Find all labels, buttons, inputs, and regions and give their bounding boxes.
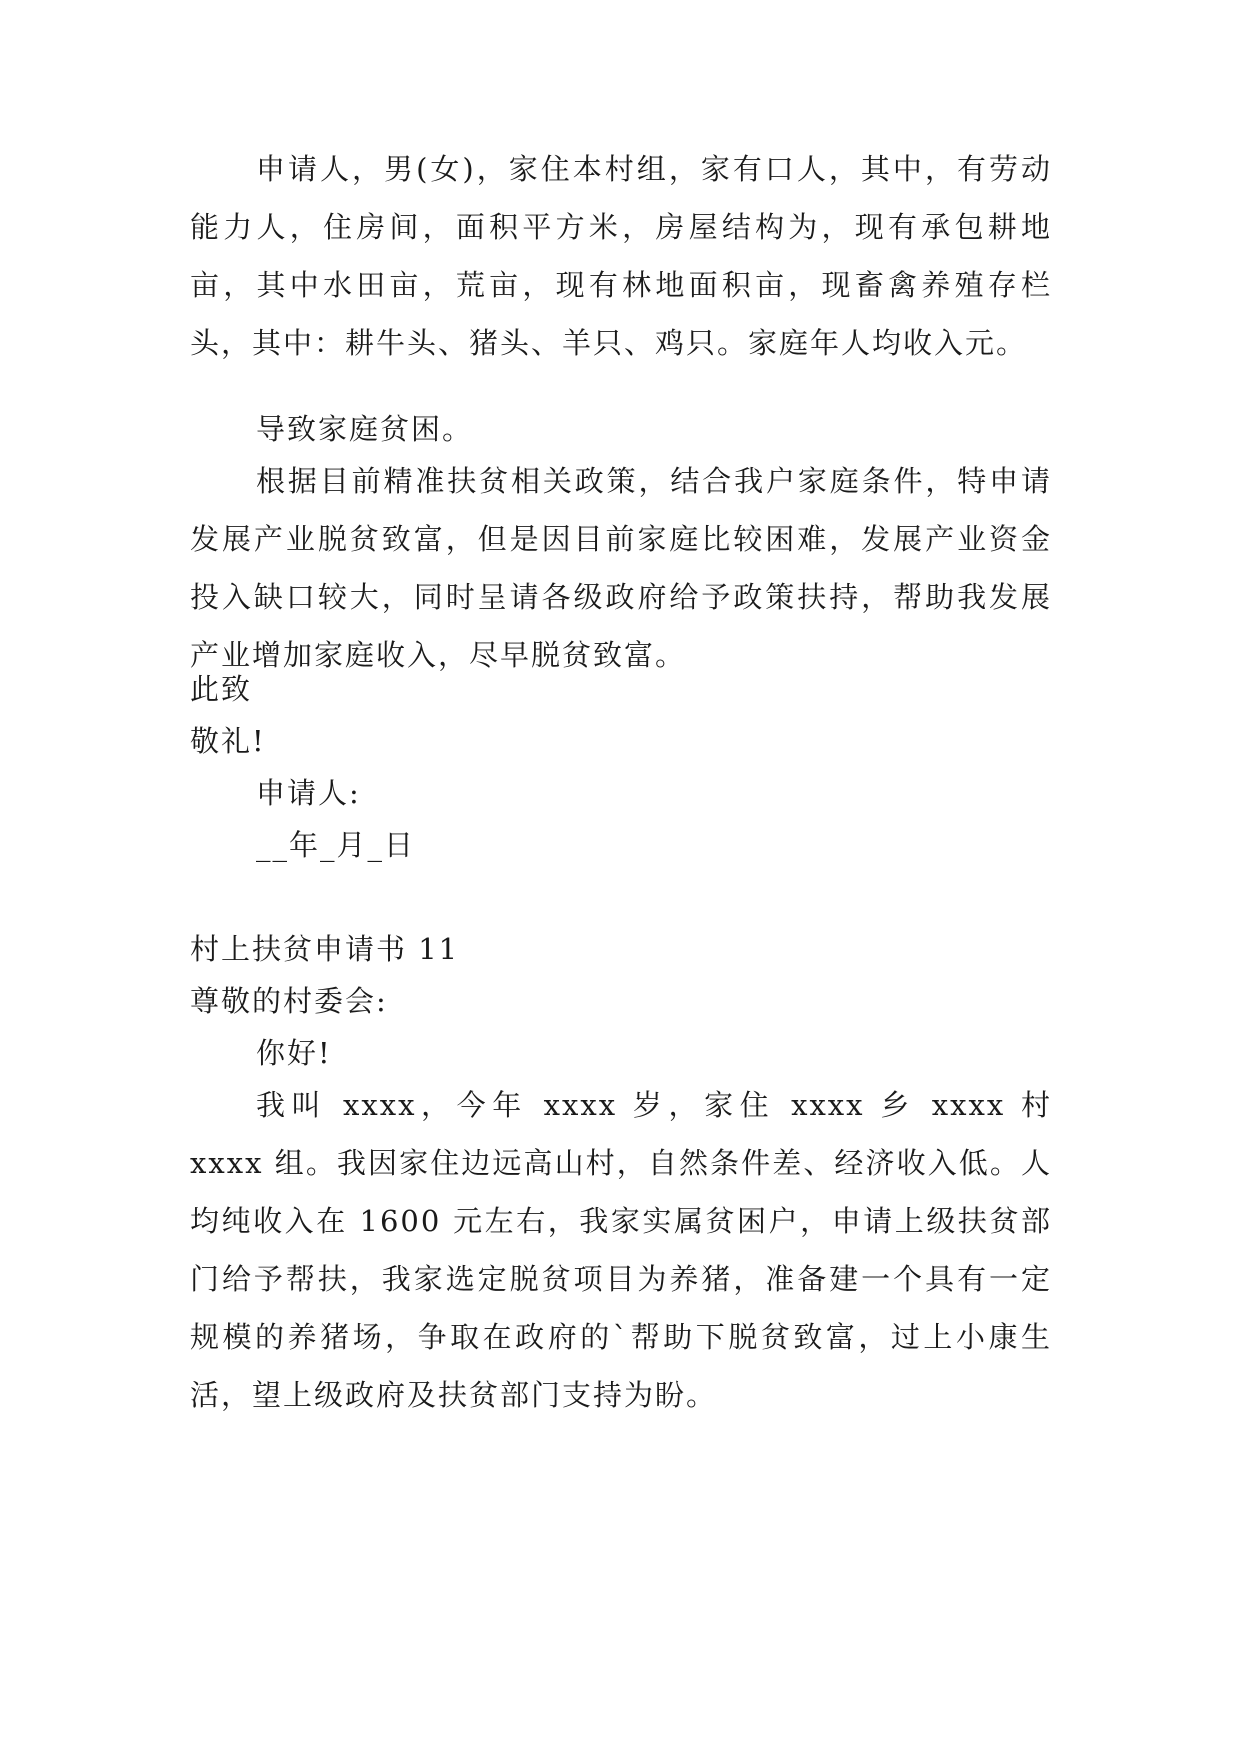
salutation: 尊敬的村委会: [190, 984, 388, 1018]
application-body-paragraph: 我叫 xxxx，今年 xxxx 岁，家住 xxxx 乡 xxxx 村 xxxx 组。我因家住边远高山村，自然条件差、经济收入低。人均纯收入在 1600 元左右，我家实属贫困户，申请上级扶贫部门给予帮扶，我家选定脱贫项目为养猪，准备建一个具有一定规模的养猪场，争取在政府的`帮助下脱贫致富，过上小康生活，望上级政府及扶贫部门支持为盼。 [190, 1088, 1052, 1412]
closing-line-2: 敬礼! [190, 724, 266, 758]
closing-line-1: 此致 [190, 672, 253, 706]
date-line: __年_月_日 [256, 828, 416, 862]
greeting: 你好! [256, 1036, 332, 1070]
request-paragraph: 根据目前精准扶贫相关政策，结合我户家庭条件，特申请发展产业脱贫致富，但是因目前家庭比较困难，发展产业资金投入缺口较大，同时呈请各级政府给予政策扶持，帮助我发展产业增加家庭收入，尽早脱贫致富。 [190, 464, 1052, 672]
household-info-paragraph: 申请人，男(女)，家住本村组，家有口人，其中，有劳动能力人，住房间，面积平方米，房屋结构为，现有承包耕地亩，其中水田亩，荒亩，现有林地面积亩，现畜禽养殖存栏头，其中：耕牛头、猪头、羊只、鸡只。家庭年人均收入元。 [190, 152, 1052, 360]
poverty-cause-paragraph: 导致家庭贫困。 [256, 412, 474, 446]
letter-title: 村上扶贫申请书 11 [190, 932, 460, 966]
signature-label: 申请人: [256, 776, 361, 810]
